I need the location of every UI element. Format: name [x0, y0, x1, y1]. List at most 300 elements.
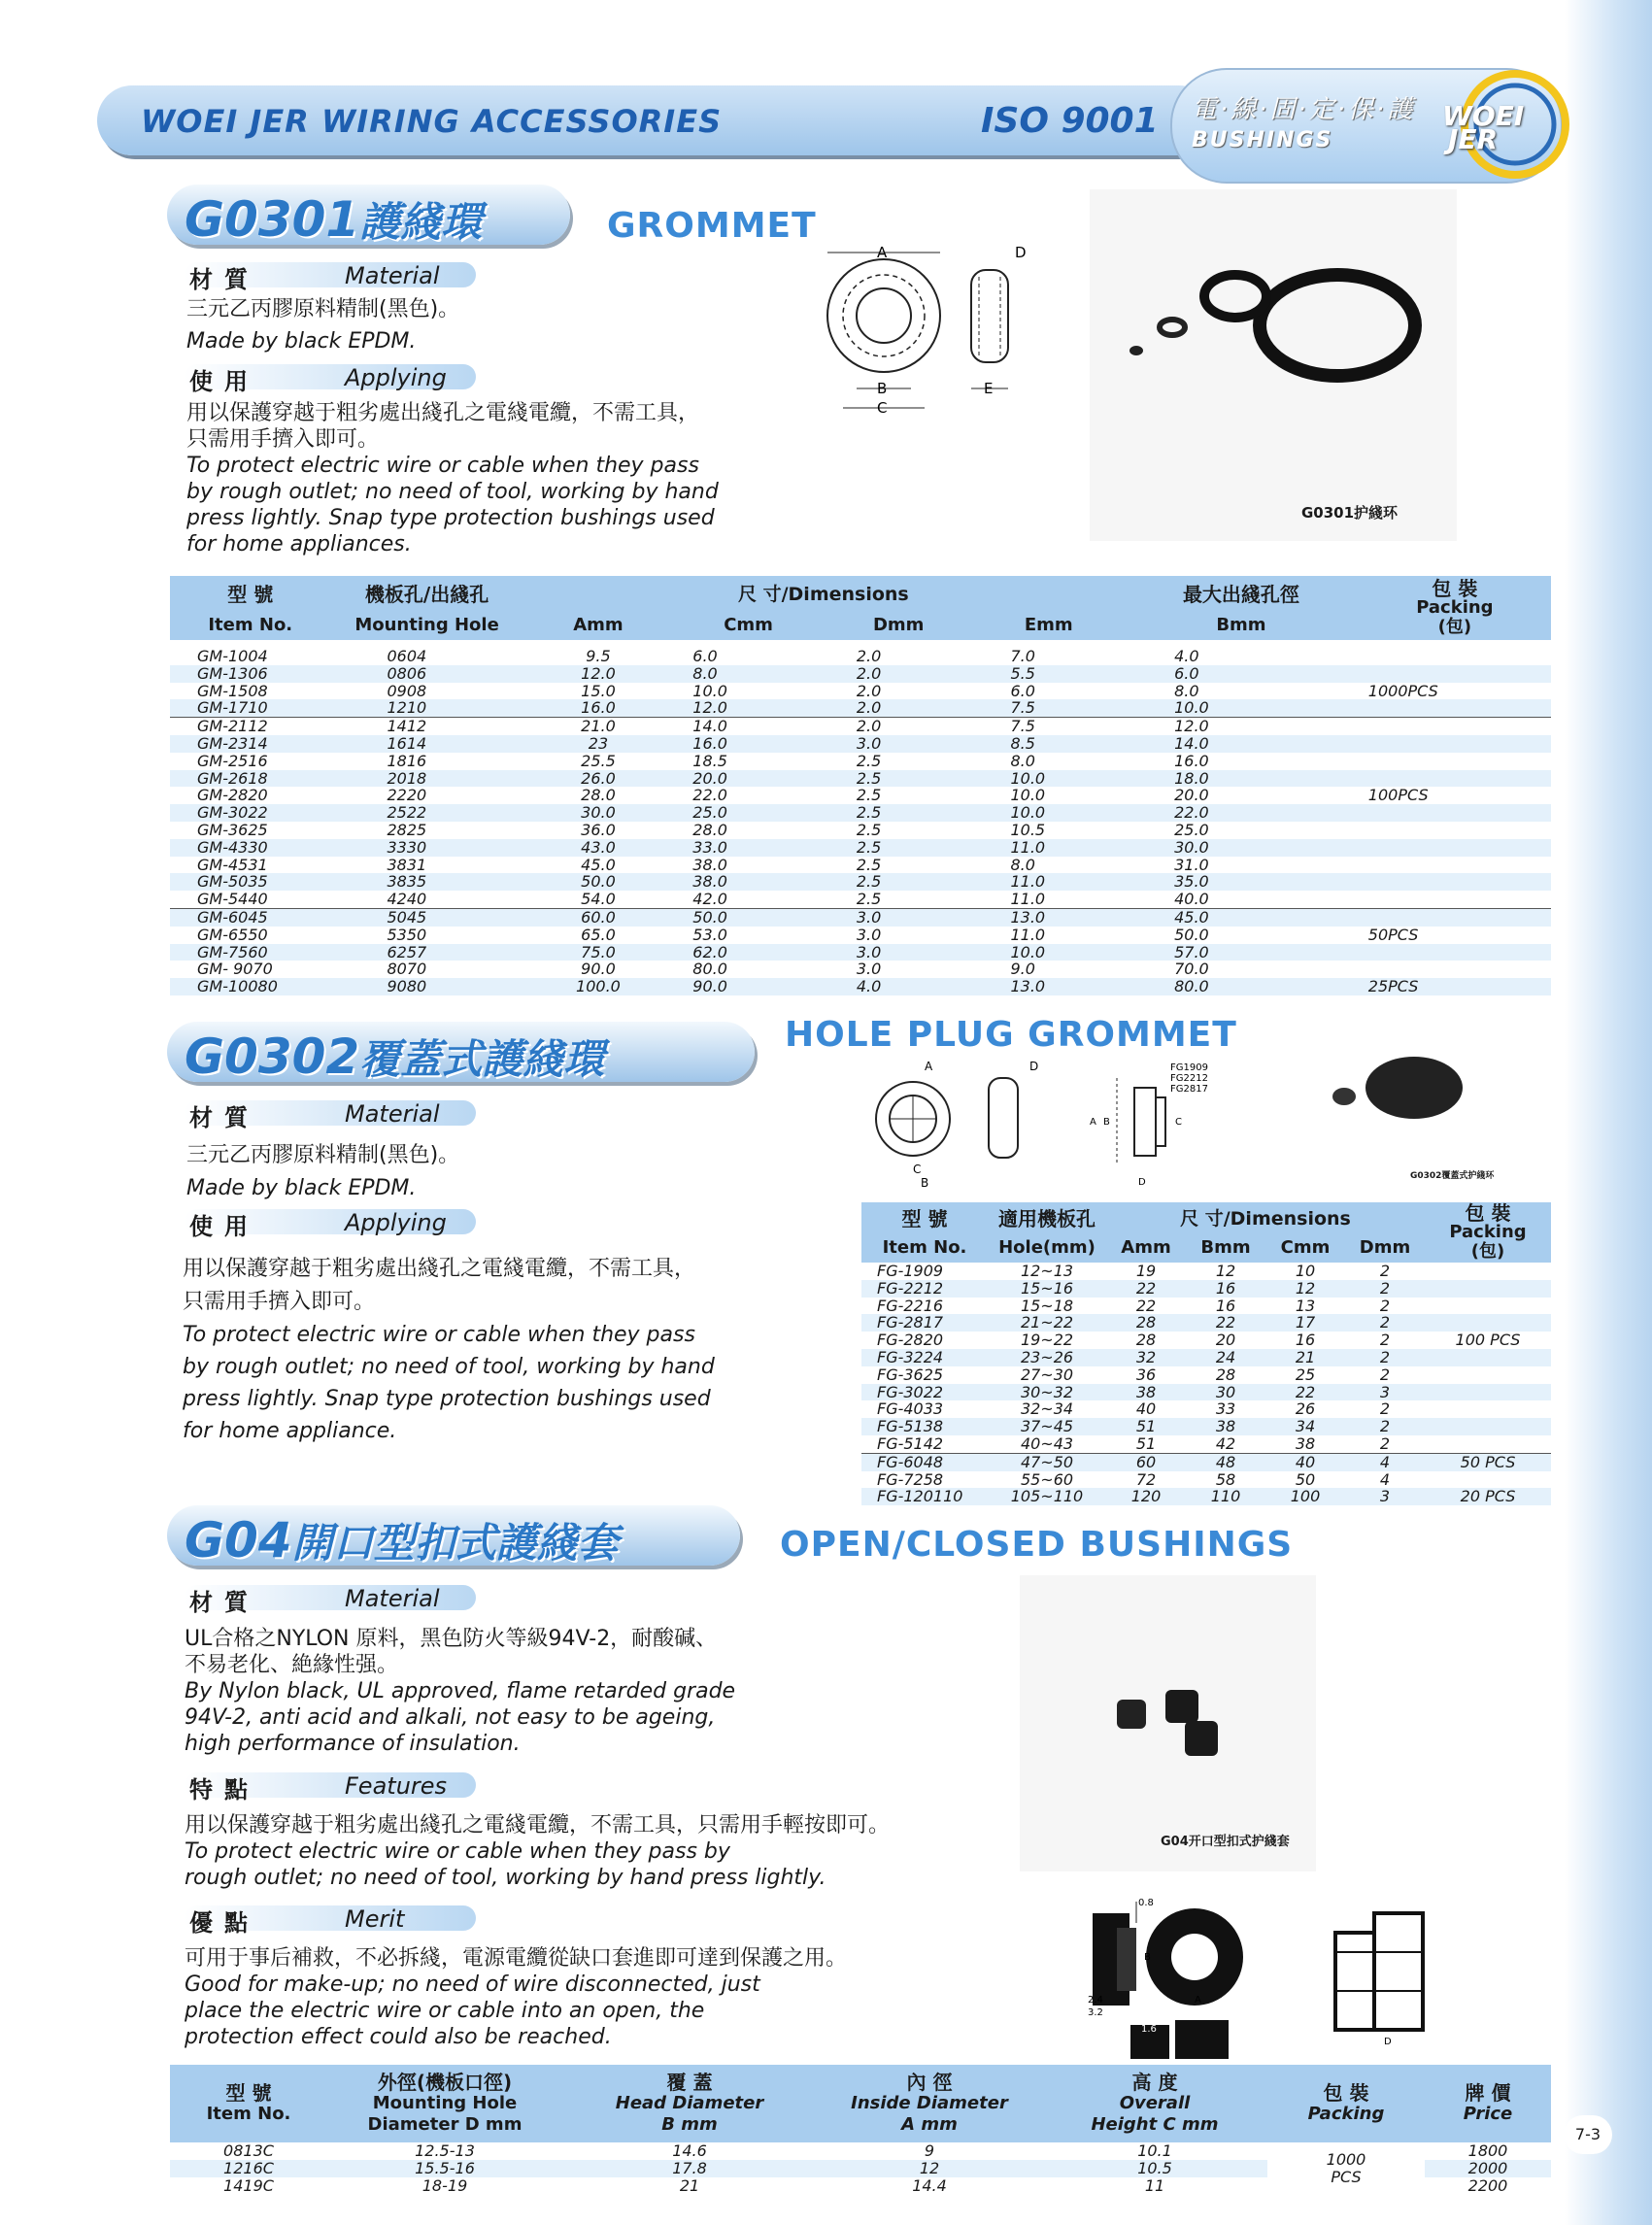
table-cell: 45.0: [1124, 908, 1359, 926]
apply-cn-2: 只需用手擠入即可。: [186, 427, 380, 452]
table-cell: 1210: [331, 699, 523, 717]
table-cell: [1425, 1366, 1551, 1384]
table-cell: 2: [1345, 1435, 1425, 1453]
table-cell: 9: [817, 2142, 1042, 2160]
table-cell: 11.0: [973, 839, 1124, 857]
table-row: [170, 944, 1551, 961]
table-cell: 2: [1345, 1332, 1425, 1349]
table-cell: 15.0: [523, 683, 674, 700]
table-row: [170, 908, 1551, 926]
g0301-code: G0301: [185, 191, 360, 248]
g04-table-body: [170, 2142, 1551, 2194]
table-cell: 13: [1265, 1298, 1345, 1315]
table-cell: 18-19: [327, 2177, 562, 2195]
table-cell: 4.0: [1124, 648, 1359, 665]
table-cell: 25: [1265, 1366, 1345, 1384]
table-cell: 65.0: [523, 927, 674, 944]
merit-cn: 優點: [189, 1909, 259, 1937]
table-cell: 38: [1186, 1418, 1265, 1435]
th-dimensions: 尺 寸/Dimensions: [737, 583, 909, 605]
table-row: [170, 891, 1551, 908]
table-cell: 47~50: [988, 1453, 1106, 1470]
table-cell: 38: [1106, 1384, 1186, 1401]
table-cell: 72: [1106, 1471, 1186, 1489]
svg-text:A: A: [925, 1060, 933, 1073]
g0302-applying-text: [183, 1253, 715, 1447]
svg-text:D: D: [1015, 244, 1027, 261]
svg-text:D: D: [1384, 2037, 1392, 2047]
table-cell: [1425, 1471, 1551, 1489]
packing-qty: 1000: [1326, 2149, 1366, 2169]
table-cell: 5350: [331, 927, 523, 944]
g0301-material-heading: [185, 262, 476, 293]
g0302-code: G0302: [185, 1028, 360, 1085]
th-b: Bmm: [1200, 1237, 1251, 1259]
table-cell: 7.5: [973, 699, 1124, 717]
th-h-en1: Overall: [1119, 2093, 1191, 2113]
g04-merit-text: [185, 1945, 847, 2050]
table-cell: 28: [1106, 1314, 1186, 1332]
table-cell: 2: [1345, 1298, 1425, 1315]
table-cell: 2522: [331, 804, 523, 822]
table-cell: 80.0: [1124, 978, 1359, 995]
th-h-en2: Height C mm: [1091, 2114, 1219, 2135]
table-cell: 18.5: [673, 753, 824, 770]
table-cell: 33.0: [673, 839, 824, 857]
table-cell: 11: [1042, 2177, 1267, 2195]
table-cell: [1359, 665, 1551, 683]
g0302-title: [185, 1028, 604, 1086]
g04-title-en: OPEN/CLOSED BUSHINGS: [780, 1525, 1294, 1565]
table-cell: 1816: [331, 753, 523, 770]
table-cell: GM-4330: [170, 839, 331, 857]
table-cell: FG-3224: [861, 1349, 988, 1366]
table-cell: 110: [1186, 1488, 1265, 1505]
table-cell: 3: [1345, 1384, 1425, 1401]
g0302-title-en: HOLE PLUG GROMMET: [785, 1015, 1237, 1055]
th-cover: [562, 2065, 817, 2142]
table-cell: 4: [1345, 1453, 1425, 1470]
svg-text:D: D: [1029, 1060, 1039, 1073]
svg-text:A: A: [1090, 1117, 1096, 1128]
merit-en-1: Good for make-up; no need of wire disconnected, just: [185, 1972, 760, 1997]
table-cell: 16: [1265, 1332, 1345, 1349]
apply-en-4: for home appliances.: [186, 532, 412, 556]
table-cell: 75.0: [523, 944, 674, 961]
table-cell: 62.0: [673, 944, 824, 961]
table-cell: 8.0: [973, 753, 1124, 770]
table-cell: 33: [1186, 1400, 1265, 1418]
table-cell: 37~45: [988, 1418, 1106, 1435]
table-cell: 25.0: [673, 804, 824, 822]
g04-features-heading: [185, 1772, 476, 1804]
th-max-cn: 最大出綫孔徑: [1182, 582, 1299, 606]
apply-cn-2: 只需用手擠入即可。: [183, 1290, 376, 1314]
logo-line2: JER: [1448, 123, 1499, 155]
table-cell: 48: [1186, 1453, 1265, 1470]
table-row: [170, 804, 1551, 822]
th-id-en1: Inside Diameter: [851, 2093, 1008, 2113]
table-cell: 6257: [331, 944, 523, 961]
g0302-material-en: Made by black EPDM.: [186, 1176, 417, 1200]
merit-en-2: place the electric wire or cable into an open, the: [185, 1999, 705, 2023]
table-cell: [1425, 1263, 1551, 1280]
table-cell: 21: [1265, 1349, 1345, 1366]
packing-unit: PCS: [1331, 2167, 1362, 2186]
table-cell: 22: [1265, 1384, 1345, 1401]
table-cell: [1359, 839, 1551, 857]
apply-en-3: press lightly. Snap type protection bushings used: [183, 1387, 711, 1411]
page-number: 7-3: [1564, 2115, 1612, 2154]
svg-text:E: E: [984, 380, 994, 397]
table-cell: GM-6045: [170, 908, 331, 926]
th-od: [327, 2065, 562, 2142]
table-row: [861, 1298, 1551, 1315]
table-cell: 25.0: [1124, 822, 1359, 839]
g0301-photo-caption: G0301护綫环: [1301, 504, 1399, 522]
table-cell: 0908: [331, 683, 523, 700]
merit-en: Merit: [345, 1905, 405, 1933]
table-row: [861, 1314, 1551, 1332]
table-cell: 17: [1265, 1314, 1345, 1332]
table-cell: 50.0: [673, 908, 824, 926]
merit-cn-text: 可用于事后補救，不必拆綫，電源電纜從缺口套進即可達到保護之用。: [185, 1946, 848, 1971]
table-cell: 70.0: [1124, 961, 1359, 978]
table-cell: 16: [1186, 1298, 1265, 1315]
table-cell: [1359, 804, 1551, 822]
table-cell: [1425, 1298, 1551, 1315]
table-cell: 90.0: [523, 961, 674, 978]
th-a: Amm: [1121, 1237, 1171, 1259]
table-cell: 3.0: [824, 927, 974, 944]
packing-cell: [1267, 2142, 1425, 2194]
table-row: [170, 718, 1551, 735]
table-cell: 9080: [331, 978, 523, 995]
g0302-name-cn: 覆蓋式護綫環: [359, 1035, 605, 1083]
svg-text:D: D: [1138, 1177, 1146, 1188]
table-cell: [1425, 1280, 1551, 1298]
diagram-model-3: FG2817: [1170, 1084, 1208, 1095]
g04-name-cn: 開口型扣式護綫套: [291, 1519, 619, 1567]
table-cell: FG-6048: [861, 1453, 988, 1470]
table-row: [861, 1418, 1551, 1435]
table-cell: 3835: [331, 873, 523, 891]
table-row: [170, 857, 1551, 874]
table-cell: GM-2516: [170, 753, 331, 770]
table-cell: 1614: [331, 735, 523, 753]
table-cell: 6.0: [973, 683, 1124, 700]
table-cell: 51: [1106, 1435, 1186, 1453]
table-cell: 36.0: [523, 822, 674, 839]
th-id-en2: A mm: [901, 2114, 958, 2135]
apply-cn-1: 用以保護穿越于粗劣處出綫孔之電綫電纜，不需工具，: [183, 1257, 696, 1281]
th-pack-en: Packing: [1449, 1222, 1527, 1242]
features-cn-text: 用以保護穿越于粗劣處出綫孔之電綫電纜，不需工具，只需用手輕按即可。: [185, 1813, 891, 1837]
table-cell: 4: [1345, 1471, 1425, 1489]
apply-en-2: by rough outlet; no need of tool, working by hand: [186, 480, 719, 504]
th-dimensions: 尺 寸/Dimensions: [1180, 1208, 1351, 1230]
th-model-en: Item No.: [208, 614, 293, 635]
apply-en-1: To protect electric wire or cable when they pass: [186, 454, 699, 478]
g04-photo-caption: G04开口型扣式护綫套: [1161, 1835, 1290, 1849]
header-title: WOEI JER WIRING ACCESSORIES: [141, 103, 723, 140]
table-cell: 57.0: [1124, 944, 1359, 961]
table-cell: 100: [1265, 1488, 1345, 1505]
svg-text:0.8: 0.8: [1138, 1898, 1154, 1908]
table-cell: 12: [1265, 1280, 1345, 1298]
table-cell: 8070: [331, 961, 523, 978]
table-cell: 3: [1345, 1488, 1425, 1505]
table-cell: 25PCS: [1359, 978, 1551, 995]
table-cell: 15.5-16: [327, 2160, 562, 2177]
table-cell: FG-4033: [861, 1400, 988, 1418]
table-cell: 2.5: [824, 857, 974, 874]
svg-text:B: B: [877, 380, 888, 397]
table-cell: 25.5: [523, 753, 674, 770]
table-cell: 22: [1106, 1280, 1186, 1298]
table-row: [861, 1488, 1551, 1505]
hole-plug-dimension-diagram: [874, 1059, 1233, 1195]
table-cell: [1359, 753, 1551, 770]
th-h-cn: 高 度: [1131, 2071, 1178, 2094]
table-cell: [1359, 908, 1551, 926]
table-cell: FG-5138: [861, 1418, 988, 1435]
g0302-title-pill: [167, 1022, 755, 1085]
g04-material-text: [185, 1626, 735, 1757]
table-cell: [1359, 770, 1551, 788]
applying-cn: 使用: [189, 368, 259, 395]
th-pack-en: Packing: [1307, 2104, 1385, 2124]
logo-line1: WOEI: [1442, 100, 1525, 132]
table-cell: 2.5: [824, 753, 974, 770]
table-cell: 40: [1106, 1400, 1186, 1418]
table-cell: 36: [1106, 1366, 1186, 1384]
table-cell: 28.0: [673, 822, 824, 839]
material-en-3: high performance of insulation.: [185, 1732, 521, 1756]
table-cell: 2: [1345, 1349, 1425, 1366]
g04-merit-heading: [185, 1905, 476, 1937]
table-cell: 100PCS: [1359, 787, 1551, 804]
table-cell: 30.0: [523, 804, 674, 822]
th-c: Cmm: [1280, 1237, 1331, 1259]
table-cell: [1359, 891, 1551, 908]
table-cell: 38.0: [673, 873, 824, 891]
table-cell: 2.0: [824, 665, 974, 683]
table-cell: 43.0: [523, 839, 674, 857]
table-row: [170, 683, 1551, 700]
table-cell: GM-10080: [170, 978, 331, 995]
table-cell: 2.0: [824, 648, 974, 665]
svg-text:A: A: [1195, 1995, 1201, 2006]
table-cell: 5.5: [973, 665, 1124, 683]
table-cell: 2.5: [824, 770, 974, 788]
table-cell: GM- 9070: [170, 961, 331, 978]
table-cell: 1216C: [170, 2160, 327, 2177]
svg-text:B: B: [1103, 1117, 1110, 1128]
table-cell: 2: [1345, 1280, 1425, 1298]
table-cell: 42: [1186, 1435, 1265, 1453]
table-cell: [1425, 1418, 1551, 1435]
table-row: [861, 1400, 1551, 1418]
table-cell: [1425, 1435, 1551, 1453]
table-cell: 23~26: [988, 1349, 1106, 1366]
material-en-1: By Nylon black, UL approved, flame retarded grade: [185, 1679, 736, 1703]
table-cell: 2.5: [824, 787, 974, 804]
svg-text:A: A: [877, 244, 888, 261]
table-cell: GM-1306: [170, 665, 331, 683]
table-cell: 13.0: [973, 908, 1124, 926]
table-cell: GM-3022: [170, 804, 331, 822]
g0301-material-cn: 三元乙丙膠原料精制(黑色)。: [186, 297, 460, 321]
applying-en: Applying: [345, 364, 447, 391]
table-cell: 2.5: [824, 891, 974, 908]
applying-cn: 使用: [189, 1213, 259, 1240]
table-cell: 10.0: [973, 804, 1124, 822]
material-en: Material: [345, 1100, 440, 1128]
table-row: [170, 648, 1551, 665]
table-cell: 50: [1265, 1471, 1345, 1489]
th-model-en: Item No.: [206, 2104, 291, 2124]
table-cell: FG-2820: [861, 1332, 988, 1349]
table-row: [861, 1349, 1551, 1366]
table-cell: 8.0: [673, 665, 824, 683]
table-cell: 12.0: [523, 665, 674, 683]
table-cell: 80.0: [673, 961, 824, 978]
th-e: Emm: [1024, 614, 1073, 635]
table-cell: 58: [1186, 1471, 1265, 1489]
table-cell: 14.4: [817, 2177, 1042, 2195]
table-cell: 54.0: [523, 891, 674, 908]
table-cell: 12.0: [1124, 718, 1359, 735]
table-cell: 3.0: [824, 735, 974, 753]
th-model-en: Item No.: [882, 1237, 967, 1259]
table-cell: 2220: [331, 787, 523, 804]
table-cell: 30~32: [988, 1384, 1106, 1401]
table-cell: 38: [1265, 1435, 1345, 1453]
g0301-applying-heading: [185, 364, 476, 395]
th-od-cn: 外徑(機板口徑): [377, 2071, 513, 2094]
g0301-spec-table: [170, 576, 1551, 995]
table-row: [170, 2142, 1551, 2160]
iso-label: ISO 9001: [981, 101, 1159, 141]
features-en-1: To protect electric wire or cable when they pass by: [185, 1839, 730, 1864]
table-cell: 60: [1106, 1453, 1186, 1470]
features-en-2: rough outlet; no need of tool, working by hand press lightly.: [185, 1866, 826, 1890]
table-cell: 14.0: [673, 718, 824, 735]
table-cell: 10: [1265, 1263, 1345, 1280]
g0301-name-cn: 護綫環: [359, 198, 483, 246]
table-cell: 10.5: [1042, 2160, 1267, 2177]
th-packing: [1267, 2065, 1425, 2142]
table-cell: 2.0: [824, 718, 974, 735]
g04-title-pill: [167, 1505, 740, 1566]
table-cell: [1425, 1314, 1551, 1332]
material-cn: 材質: [189, 1589, 259, 1616]
table-cell: 30.0: [1124, 839, 1359, 857]
g04-title: [185, 1511, 619, 1569]
table-cell: 120: [1106, 1488, 1186, 1505]
g0301-title-en: GROMMET: [607, 206, 817, 246]
table-cell: 6.0: [1124, 665, 1359, 683]
th-model-cn: 型 號: [225, 2081, 272, 2105]
table-cell: 20.0: [673, 770, 824, 788]
table-cell: 8.5: [973, 735, 1124, 753]
table-cell: 8.0: [1124, 683, 1359, 700]
table-cell: 22: [1106, 1298, 1186, 1315]
table-cell: 30: [1186, 1384, 1265, 1401]
th-pack-unit: (包): [1437, 617, 1472, 637]
applying-en: Applying: [345, 1209, 447, 1236]
table-cell: 10.0: [673, 683, 824, 700]
th-model: [170, 2065, 327, 2142]
bushing-dimension-diagram: [1088, 1894, 1437, 2064]
table-cell: 2: [1345, 1263, 1425, 1280]
table-row: [170, 873, 1551, 891]
table-cell: 53.0: [673, 927, 824, 944]
th-model-cn: 型 號: [227, 582, 274, 606]
th-a: Amm: [573, 614, 624, 635]
g0302-photo-caption: G0302覆蓋式护綫环: [1410, 1171, 1495, 1181]
svg-text:B: B: [921, 1176, 929, 1190]
grommet-dimension-diagram: [821, 243, 1044, 427]
g0301-title: [185, 190, 482, 249]
g04-spec-table: [170, 2065, 1551, 2194]
th-pack-cn: 包 裝: [1432, 577, 1478, 600]
material-cn: 材質: [189, 266, 259, 293]
table-cell: 12: [1186, 1263, 1265, 1280]
apply-cn-1: 用以保護穿越于粗劣處出綫孔之電綫電纜，不需工具，: [186, 401, 700, 425]
table-cell: GM-6550: [170, 927, 331, 944]
table-cell: 6.0: [673, 648, 824, 665]
table-cell: [1425, 1384, 1551, 1401]
table-cell: GM-2314: [170, 735, 331, 753]
table-cell: FG-5142: [861, 1435, 988, 1453]
material-cn: 材質: [189, 1104, 259, 1131]
table-cell: FG-7258: [861, 1471, 988, 1489]
table-cell: FG-3625: [861, 1366, 988, 1384]
table-cell: 20: [1186, 1332, 1265, 1349]
table-cell: [1359, 648, 1551, 665]
table-cell: 22.0: [1124, 804, 1359, 822]
table-cell: 2.5: [824, 822, 974, 839]
table-cell: 2: [1345, 1418, 1425, 1435]
table-cell: 9.0: [973, 961, 1124, 978]
g0302-spec-table: [861, 1202, 1551, 1505]
diagram-model-1: FG1909: [1170, 1062, 1208, 1073]
table-cell: [1425, 1400, 1551, 1418]
table-cell: 28.0: [523, 787, 674, 804]
table-row: [861, 1366, 1551, 1384]
th-od-en1: Mounting Hole: [372, 2093, 518, 2113]
th-mount-en: Mounting Hole: [354, 614, 499, 635]
g04-material-heading: [185, 1585, 476, 1616]
table-cell: 4.0: [824, 978, 974, 995]
svg-text:3.2: 3.2: [1088, 2007, 1103, 2018]
table-cell: 18.0: [1124, 770, 1359, 788]
table-cell: 90.0: [673, 978, 824, 995]
table-cell: 24: [1186, 1349, 1265, 1366]
badge-chinese: 電·線·固·定·保·護: [1192, 95, 1416, 124]
right-edge-gradient: [1565, 0, 1652, 2225]
table-cell: 2.5: [824, 804, 974, 822]
table-cell: 9.5: [523, 648, 674, 665]
g0301-applying-text: [186, 400, 719, 557]
apply-en-3: press lightly. Snap type protection bushings used: [186, 506, 715, 530]
th-hole-en: Hole(mm): [998, 1237, 1096, 1259]
th-pack-cn: 包 裝: [1465, 1201, 1511, 1225]
table-cell: 8.0: [973, 857, 1124, 874]
table-cell: GM-2618: [170, 770, 331, 788]
